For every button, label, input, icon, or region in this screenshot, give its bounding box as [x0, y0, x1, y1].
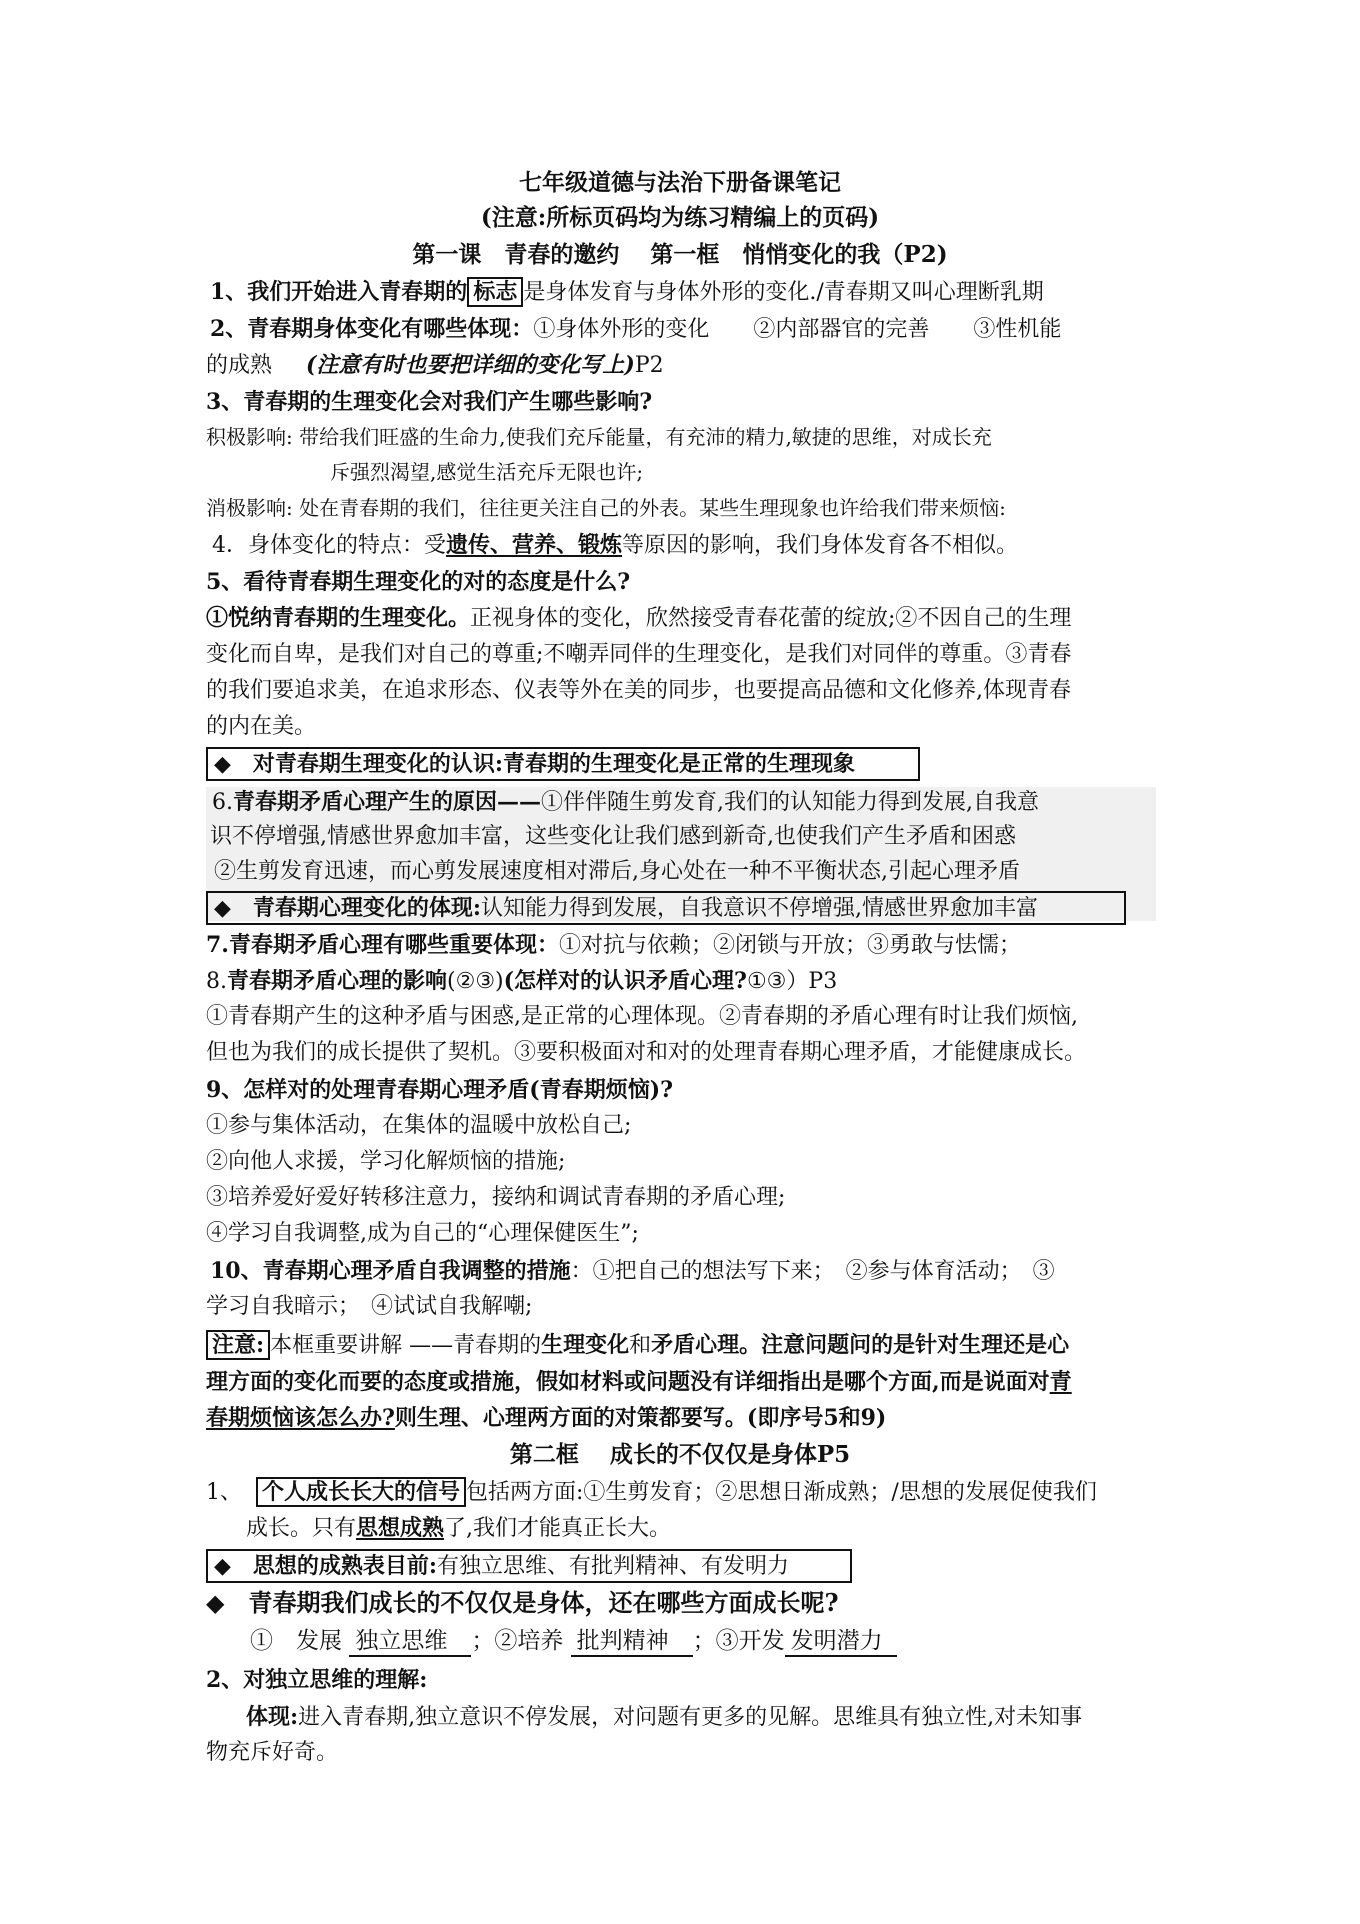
item-10: [210, 1256, 1055, 1287]
item-8-line-3: 但也为我们的成长提供了契机。③要积极面对和对的处理青春期心理矛盾，才能健康成长。: [206, 1040, 1087, 1065]
item-9-point-4: ④学习自我调整,成为自己的“心理保健医生”;: [206, 1221, 639, 1246]
item-6-line-2: 识不停增强,情感世界愈加丰富，这些变化让我们感到新奇,也使我们产生矛盾和困惑: [210, 824, 1016, 849]
item-5-line-2: 变化而自卑，是我们对自己的尊重;不嘲弄同伴的生理变化，是我们对同伴的尊重。③青春: [206, 642, 1072, 667]
item-5-title: 5、看待青春期生理变化的对的态度是什么?: [206, 569, 631, 595]
item-6-line-3: ②生剪发育迅速，而心剪发展速度相对滞后,身心处在一种不平衡状态,引起心理矛盾: [214, 859, 1020, 884]
note-physiology: 生理变化: [541, 1332, 630, 1358]
item-8-refs: (②③): [447, 969, 504, 994]
box-psychology-text: 认知能力得到发展，自我意识不停增强,情感世界愈加丰富: [481, 896, 1039, 921]
keyword-box-growth-signal: 个人成长长大的信号: [256, 1477, 466, 1507]
item-4-text: 等原因的影响，我们身体发育各不相似。: [622, 533, 1019, 558]
item-8-line-2: ①青春期产生的这种矛盾与困惑,是正常的心理体现。②青春期的矛盾心理有时让我们烦恼,: [206, 1004, 1078, 1029]
item-6-num: 6.: [212, 790, 233, 815]
fill-blank-line: [250, 1626, 897, 1657]
item-9-title: 9、怎样对的处理青春期心理矛盾(青春期烦恼)?: [206, 1077, 674, 1103]
note-text-2-underlined: 青: [1049, 1369, 1072, 1395]
blank-2-lead: ；②培养: [471, 1628, 564, 1654]
growth-question: ◆ 青春期我们成长的不仅仅是身体，还在哪些方面成长呢?: [206, 1588, 839, 1617]
item-4: [212, 530, 1018, 561]
s1-l2-underlined: 思想成熟: [356, 1515, 445, 1541]
item-8: [206, 966, 837, 997]
note-text-3: 则生理、心理两方面的对策都要写。(即序号5和9): [394, 1405, 887, 1431]
section-2-item-2-line-1: [246, 1702, 1082, 1733]
item-5-line-1: [206, 603, 1071, 634]
item-2-text: ①身体外形的变化 ②内部器官的完善 ③性机能: [533, 317, 1062, 342]
note-conflict: 矛盾心理: [651, 1332, 740, 1358]
s1-l2-a: 成长。只有: [246, 1516, 357, 1541]
section-2-item-1-line-2: [246, 1513, 671, 1544]
item-8-num: 8.: [206, 969, 227, 994]
item-2-text-2: 的成熟: [206, 353, 273, 378]
item-3-positive-cont: 斥强烈渴望,感觉生活充斥无限也许;: [330, 460, 644, 484]
item-5-lead: ①悦纳青春期的生理变化。: [206, 605, 471, 631]
item-7-text: ①对抗与依赖；②闭锁与开放；③勇敢与怯懦；: [558, 933, 1021, 958]
blank-3-lead: ；③开发: [692, 1628, 785, 1654]
item-3-negative: 消极影响: 处在青春期的我们，往往更关注自己的外表。某些生理现象也许给我们带来烦恼:: [206, 496, 1006, 520]
item-9-point-1: ①参与集体活动，在集体的温暖中放松自己;: [206, 1113, 632, 1138]
item-8-question: (怎样对的认识矛盾心理?: [503, 968, 747, 994]
item-1: [210, 277, 1044, 308]
note-line-1: [206, 1330, 1069, 1361]
s2-text: 进入青春期,独立意识不停发展，对问题有更多的见解。思维具有独立性,对未知事: [298, 1705, 1083, 1730]
item-8-title: 青春期矛盾心理的影响: [227, 968, 448, 994]
blank-3: 发明潜力: [785, 1627, 897, 1657]
note-label-box: 注意:: [206, 1330, 270, 1360]
section-2-item-1-text: 包括两方面:①生剪发育；②思想日渐成熟；/思想的发展促使我们: [466, 1480, 1097, 1505]
note-line-2: [206, 1367, 1072, 1397]
box-psychology: [206, 891, 1126, 925]
blank-2: 批判精神: [571, 1627, 693, 1657]
item-2-page: P2: [634, 353, 664, 378]
item-6: [212, 787, 1039, 818]
item-9-point-3: ③培养爱好爱好转移注意力，接纳和调试青春期的矛盾心理;: [206, 1185, 786, 1210]
item-9-point-2: ②向他人求援，学习化解烦恼的措施;: [206, 1149, 566, 1174]
page-note: (注意:所标页码均为练习精编上的页码): [480, 204, 880, 231]
item-1-text: 是身体发育与身体外形的变化./青春期又叫心理断乳期: [523, 280, 1044, 305]
box-mature-thinking-text: 有独立思维、有批判精神、有发明力: [437, 1554, 790, 1579]
item-1-lead: 1、我们开始进入青春期的: [210, 279, 468, 305]
section-2-item-1-num: 1、: [206, 1480, 242, 1505]
blank-1-lead: ① 发展: [250, 1628, 342, 1654]
s2-label: 体现:: [246, 1704, 299, 1730]
s1-l2-b: 了,我们才能真正长大。: [444, 1516, 672, 1541]
item-2-title: 2、青春期身体变化有哪些体现：: [210, 316, 534, 342]
keyword-box-biaozhi: 标志: [467, 277, 523, 307]
box-psychology-title: ◆ 青春期心理变化的体现:: [214, 895, 482, 921]
item-7-title: 7.青春期矛盾心理有哪些重要体现：: [206, 932, 559, 958]
item-3-positive: 积极影响: 带给我们旺盛的生命力,使我们充斥能量，有充沛的精力,敏捷的思维，对成长充: [206, 425, 992, 449]
box-mature-thinking-title: ◆ 思想的成熟表目前:: [214, 1553, 438, 1579]
item-2-note: (注意有时也要把详细的变化写上): [306, 352, 635, 378]
item-4-lead: 4．身体变化的特点：受: [212, 533, 446, 558]
section-2-item-2-line-2: 物充斥好奇。: [206, 1740, 339, 1765]
item-10-line-2: 学习自我暗示； ④试试自我解嘲;: [206, 1294, 533, 1319]
note-and: 和: [629, 1333, 652, 1358]
blank-1: 独立思维: [349, 1627, 471, 1657]
item-3-title: 3、青春期的生理变化会对我们产生哪些影响?: [206, 389, 653, 415]
item-7: [206, 930, 1021, 961]
box-mature-thinking: [206, 1549, 852, 1583]
item-5-line-4: 的内在美。: [206, 714, 317, 739]
item-5-text-1: 正视身体的变化，欣然接受青春花蕾的绽放;②不因自己的生理: [470, 606, 1072, 631]
item-2-cont: [206, 350, 664, 381]
item-2: [210, 314, 1061, 345]
document-title: 七年级道德与法治下册备课笔记: [519, 169, 841, 196]
item-10-title: 10、青春期心理矛盾自我调整的措施: [210, 1258, 571, 1284]
box-physiology: ◆ 对青春期生理变化的认识:青春期的生理变化是正常的生理现象: [206, 747, 920, 781]
lesson-2-heading: 第二框 成长的不仅仅是身体P5: [509, 1441, 851, 1468]
item-6-title: 青春期矛盾心理产生的原因——: [233, 789, 542, 815]
item-5-line-3: 的我们要追求美，在追求形态、仪表等外在美的同步，也要提高品德和文化修养,体现青春: [206, 678, 1071, 703]
note-text-2: 理方面的变化而要的态度或措施，假如材料或问题没有详细指出是哪个方面,而是说面对: [206, 1369, 1050, 1395]
item-4-factors: 遗传、营养、锻炼: [446, 532, 623, 558]
note-text-d: 。注意问题问的是针对生理还是心: [739, 1332, 1070, 1358]
item-8-page: ①③）P3: [746, 969, 838, 994]
section-2-item-2-title: 2、对独立思维的理解:: [206, 1667, 428, 1693]
note-line-3: [206, 1403, 886, 1433]
section-2-item-1: [206, 1477, 1097, 1508]
item-6-text: ①伴伴随生剪发育,我们的认知能力得到发展,自我意: [541, 790, 1040, 815]
note-text-3-underlined: 春期烦恼该怎么办?: [206, 1405, 395, 1431]
note-text-a: 本框重要讲解 ——青春期的: [270, 1333, 542, 1358]
item-10-text: ：①把自己的想法写下来； ②参与体育活动； ③: [570, 1259, 1055, 1284]
lesson-1-heading: 第一课 青春的邀约 第一框 悄悄变化的我（P2): [412, 241, 948, 268]
